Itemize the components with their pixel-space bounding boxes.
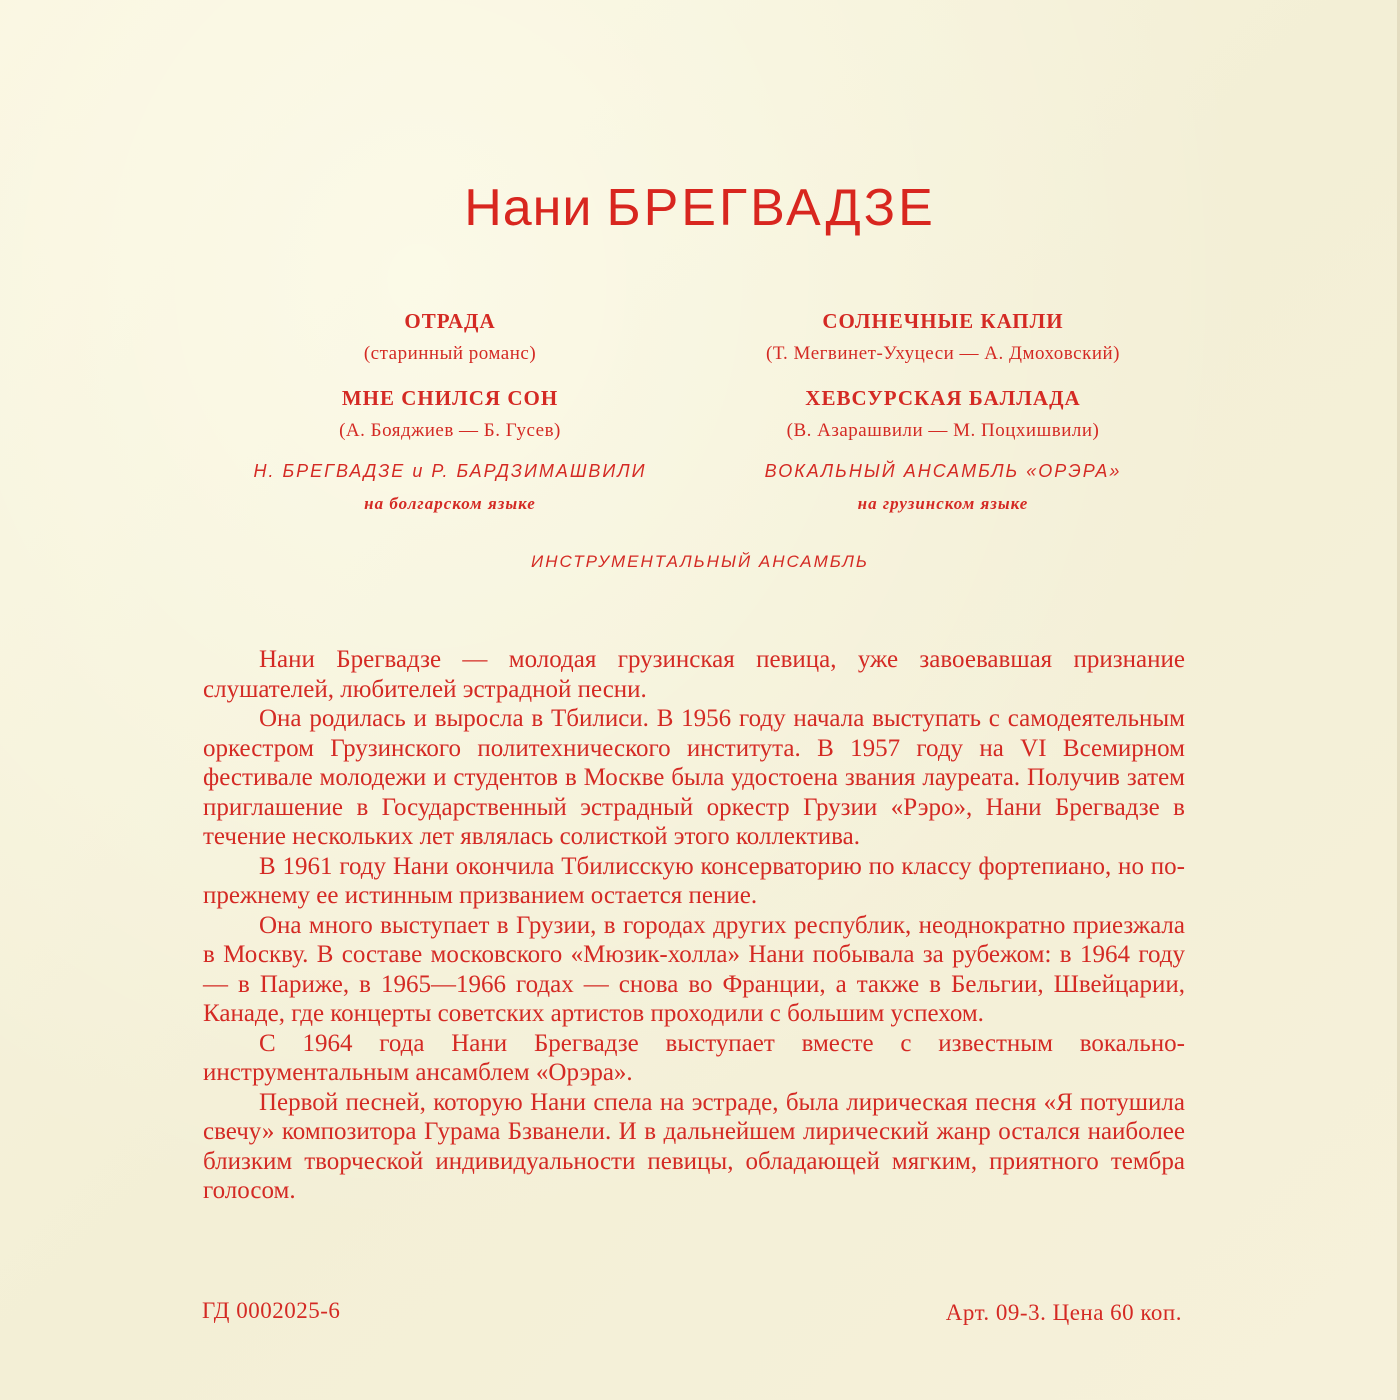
song-title-khevsurskaya-ballada: ХЕВСУРСКАЯ БАЛЛАДА xyxy=(805,386,1081,410)
artist-first-name: Нани xyxy=(464,179,593,237)
language-right: на грузинском языке xyxy=(857,494,1029,513)
bio-paragraph-2: Она родилась и выросла в Тбилиси. В 1956 году начала выступать с самодеятельным оркестром Грузинского политехнического института. В 1957 году на VI Всемирном фестивале молодежи и студентов в Москве была удостоена звания лауреата. Получив затем приглашение в Государственный эстрадный оркестр Грузии «Рэро», Нани Брегвадзе в течение нескольких лет являлась солисткой этого коллектива. xyxy=(203,705,1185,850)
song-title-solnechnye-kapli: СОЛНЕЧНЫЕ КАПЛИ xyxy=(822,309,1064,333)
biography-text xyxy=(203,645,1185,1206)
song-credit-otrada: (старинный романс) xyxy=(363,343,537,364)
artist-title xyxy=(0,178,1400,238)
bio-paragraph-3: В 1961 году Нани окончила Тбилисскую консерваторию по классу фортепиано, но по-прежнему ее истинным призванием остается пение. xyxy=(203,852,1185,909)
artist-last-name: БРЕГВАДЗЕ xyxy=(606,179,936,237)
performers-left: Н. БРЕГВАДЗЕ и Р. БАРДЗИМАШВИЛИ xyxy=(253,461,647,481)
side-right-tracklist xyxy=(683,308,1203,517)
song-credit-mne-snilsya-son: (А. Бояджиев — Б. Гусев) xyxy=(339,420,561,441)
catalog-number: ГД 0002025-6 xyxy=(202,1298,341,1323)
instrumental-ensemble-credit: ИНСТРУМЕНТАЛЬНЫЙ АНСАМБЛЬ xyxy=(531,552,869,571)
price-label: Арт. 09-3. Цена 60 коп. xyxy=(945,1300,1182,1325)
bio-paragraph-6: Первой песней, которую Нани спела на эстраде, была лирическая песня «Я потушила свечу» композитора Гурама Бзванели. И в дальнейшем лирический жанр остался наиболее близким творческой индивидуальности певицы, обладающей мягким, приятного тембра голосом. xyxy=(203,1088,1185,1204)
song-title-mne-snilsya-son: МНЕ СНИЛСЯ СОН xyxy=(341,386,559,410)
performers-right: ВОКАЛЬНЫЙ АНСАМБЛЬ «ОРЭРА» xyxy=(764,461,1122,481)
song-credit-khevsurskaya-ballada: (В. Азарашвили — М. Поцхишвили) xyxy=(786,420,1100,441)
bio-paragraph-1: Нани Брегвадзе — молодая грузинская певица, уже завоевавшая признание слушателей, любителей эстрадной песни. xyxy=(203,646,1185,703)
bio-paragraph-5: С 1964 года Нани Брегвадзе выступает вместе с известным вокально-инструментальным ансамблем «Орэра». xyxy=(203,1029,1185,1086)
song-credit-solnechnye-kapli: (Т. Мегвинет-Ухуцеси — А. Дмоховский) xyxy=(766,343,1120,364)
language-left: на болгарском языке xyxy=(364,494,536,513)
song-title-otrada: ОТРАДА xyxy=(404,309,496,333)
bio-paragraph-4: Она много выступает в Грузии, в городах других республик, неоднократно приезжала в Москву. В составе московского «Мюзик-холла» Нани побывала за рубежом: в 1964 году — в Париже, в 1965—1966 годах — снова во Франции, а также в Бельгии, Швейцарии, Канаде, где концерты советских артистов проходили с большим успехом. xyxy=(203,911,1185,1027)
side-left-tracklist xyxy=(190,308,710,517)
